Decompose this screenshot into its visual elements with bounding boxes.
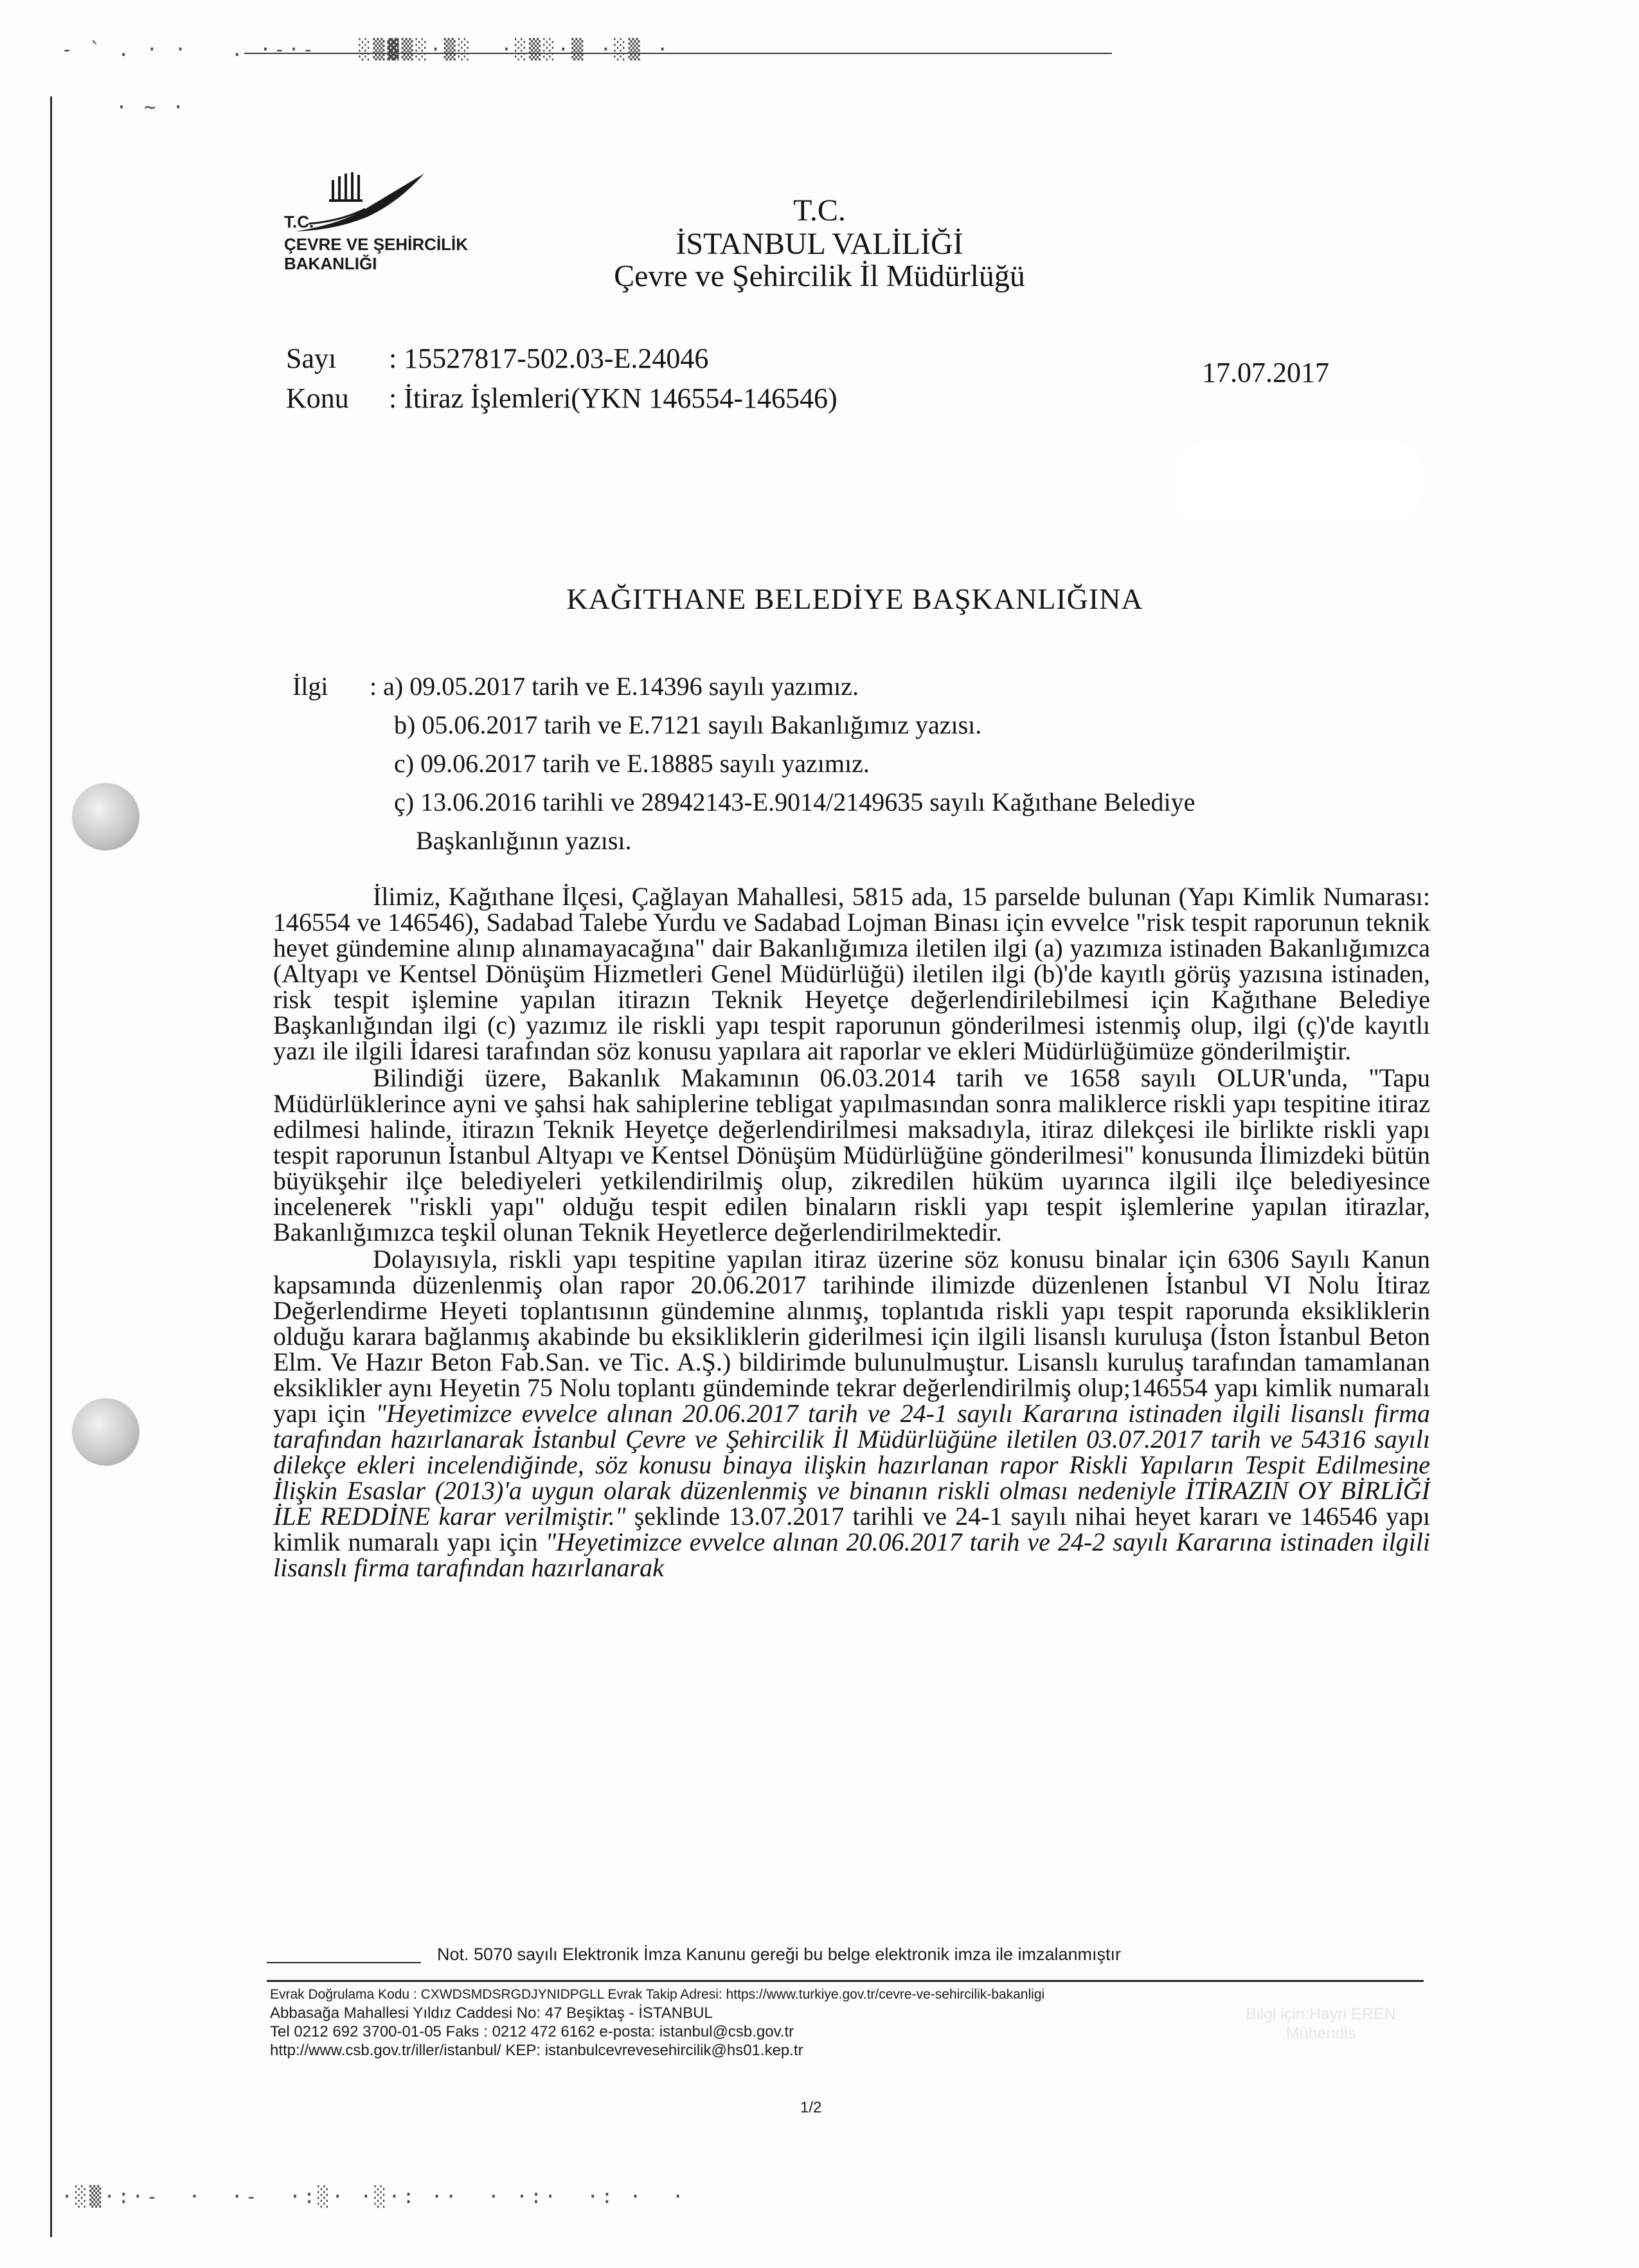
document-date: 17.07.2017 xyxy=(1202,357,1329,388)
ilgi-item: Başkanlığının yazısı. xyxy=(416,826,632,855)
addressee-title: KAĞITHANE BELEDİYE BAŞKANLIĞINA xyxy=(566,582,1143,615)
logo-text: T.C. xyxy=(284,212,314,231)
quoted-decision: "Heyetimizce evvelce alınan 20.06.2017 tarih ve 24-1 sayılı Kararına istinaden ilgili lisanslı firma tarafından hazırlanarak İstanbul Çevre ve Şehircilik İl Müdürlüğüne iletilen 03.07.2017 tarih ve 54316 sayılı dilekçe ekleri incelendiğinde, söz konusu binaya ilişkin hazırlanan rapor Riskli Yapıların Tespit Edilmesine İlişkin Esaslar (2013)'a uygun olarak düzenlenmiş ve binanın riskli olması nedeniyle İTİRAZIN OY BİRLİĞİ İLE REDDİNE karar verilmiştir." xyxy=(273,1399,1430,1531)
redaction-mark xyxy=(1176,444,1420,521)
body-text-span: şeklinde 13.07.2017 tarihli ve 24-1 sayılı nihai heyet kararı ve 146546 yapı kimlik numaralı yapı için xyxy=(273,1502,1430,1556)
contact-info xyxy=(1215,2004,1427,2043)
body-paragraph xyxy=(273,1246,1430,1581)
header-mudurluk: Çevre ve Şehircilik İl Müdürlüğü xyxy=(614,259,1025,293)
ilgi-item: ç) 13.06.2016 tarihli ve 28942143-E.9014/2149635 sayılı Kağıthane Belediye xyxy=(394,788,1196,816)
body-paragraph: Bilindiği üzere, Bakanlık Makamının 06.03.2014 tarih ve 1658 sayılı OLUR'unda, "Tapu Müdürlüklerince ayni ve şahsi hak sahiplerine tebligat yapılmasından sonra maliklerce riskli yapı tespitine itiraz edilmesi halinde, itirazın Teknik Heyetçe değerlendirilmesi maksadıyla, itiraz dilekçesi ile birlikte riskli yapı tespit raporunun İstanbul Altyapı ve Kentsel Dönüşüm Müdürlüğüne gönderilmesi" konusunda İlimizdeki bütün büyükşehir ilçe belediyeleri yetkilendirilmiş olup, zikredilen hüküm uyarınca ilgili ilçe belediyesince incelenerek "riskli yapı" olduğu tespit edilen binaların riskli yapı tespit işlemlerine yapılan itirazlar, Bakanlığımızca teşkil olunan Teknik Heyetlerce değerlendirilmektedir. xyxy=(273,1063,1430,1246)
konu-value: : İtiraz İşlemleri(YKN 146554-146546) xyxy=(389,382,837,414)
scan-noise: ·:░· ·░·: ·· · ·:· ·: · · xyxy=(289,2186,686,2208)
footer-rule xyxy=(267,1980,1424,1982)
contact-title: Mühendis xyxy=(1285,2024,1356,2042)
scan-noise: ·░▒·:·- · ·- xyxy=(61,2186,260,2208)
sayi-label: Sayı xyxy=(286,343,337,374)
logo-text: ÇEVRE VE ŞEHİRCİLİK xyxy=(284,235,469,254)
header-valilik: İSTANBUL VALİLİĞİ xyxy=(676,227,963,261)
header-tc: T.C. xyxy=(793,194,846,228)
ilgi-item: : a) 09.05.2017 tarih ve E.14396 sayılı yazımız. xyxy=(370,672,859,701)
punch-hole xyxy=(72,783,139,851)
logo-text: BAKANLIĞI xyxy=(284,254,377,273)
ilgi-item: b) 05.06.2017 tarih ve E.7121 sayılı Bakanlığımız yazısı. xyxy=(394,710,982,739)
e-signature-note: Not. 5070 sayılı Elektronik İmza Kanunu gereği bu belge elektronik imza ile imzalanmıştır xyxy=(437,1945,1122,1964)
verification-code-line: Evrak Doğrulama Kodu : CXWDSMDSRGDJYNIDPGLL Evrak Takip Adresi: https://www.turkiye.gov.tr/cevre-ve-sehircilik-bakanligi xyxy=(270,1987,1045,2002)
body-paragraph: İlimiz, Kağıthane İlçesi, Çağlayan Mahallesi, 5815 ada, 15 parselde bulunan (Yapı Kimlik Numarası: 146554 ve 146546), Sadabad Talebe Yurdu ve Sadabad Lojman Binası için evvelce "risk tespit raporunun teknik heyet gündemine alınıp alınamayacağına" dair Bakanlığımıza iletilen ilgi (a) yazımıza istinaden Bakanlığımızca (Altyapı ve Kentsel Dönüşüm Hizmetleri Genel Müdürlüğü) iletilen ilgi (b)'de kayıtlı görüş yazısına istinaden, risk tespit işlemine yapılan itirazın Teknik Heyetçe değerlendirilebilmesi için Kağıthane Belediye Başkanlığından ilgi (c) yazımız ile riskli yapı tespit raporunun gönderilmesi istenmiş olup, ilgi (ç)'de kayıtlı yazı ile ilgili İdaresi tarafından söz konusu yapılara ait raporlar ve ekleri Müdürlüğümüze gönderilmiştir. xyxy=(273,882,1430,1065)
konu-label: Konu xyxy=(286,382,349,414)
phone-line: Tel 0212 692 3700-01-05 Faks : 0212 472 6162 e-posta: istanbul@csb.gov.tr xyxy=(270,2023,794,2040)
punch-hole xyxy=(72,1398,139,1466)
footer-contact xyxy=(270,1985,1363,2060)
body-text-span: Dolayısıyla, riskli yapı tespitine yapılan itiraz üzerine söz konusu binalar için 6306 Sayılı Kanun kapsamında düzenlenmiş olan rapor 20.06.2017 tarihinde ilimizde düzenlenen İstanbul VI Nolu İtiraz Değerlendirme Heyeti toplantısının gündemine alınmış, toplantıda riskli yapı tespit raporunda eksikliklerin olduğu karara bağlanmış akabinde bu eksikliklerin giderilmesi için ilgili lisanslı kuruluşa (İston İstanbul Beton Elm. Ve Hazır Beton Fab.San. ve Tic. A.Ş.) bildirimde bulunulmuştur. Lisanslı kuruluş tarafından tamamlanan eksiklikler aynı Heyetin 75 Nolu toplantı gündeminde tekrar değerlendirilmiş olup;146554 yapı kimlik numaralı yapı için xyxy=(273,1245,1430,1428)
page-number: 1/2 xyxy=(800,2099,822,2116)
sayi-value: : 15527817-502.03-E.24046 xyxy=(389,343,709,374)
ilgi-list xyxy=(370,667,1629,860)
contact-person: Bilgi için:Hayri EREN xyxy=(1246,2005,1396,2023)
scan-noise: - ` . · · . ·-·- ░▒▓▒░·▒░ ·░▒░·▒ ·░▒ · xyxy=(61,39,671,61)
footer-rule xyxy=(267,1962,421,1963)
scan-edge xyxy=(50,96,52,2237)
web-line: http://www.csb.gov.tr/iller/istanbul/ KEP: istanbulcevrevesehircilik@hs01.kep.tr xyxy=(270,2042,803,2059)
quoted-decision: "Heyetimizce evvelce alınan 20.06.2017 tarih ve 24-2 sayılı Kararına istinaden ilgili lisanslı firma tarafından hazırlanarak xyxy=(273,1527,1431,1582)
ilgi-item: c) 09.06.2017 tarih ve E.18885 sayılı yazımız. xyxy=(394,749,870,778)
letter-body xyxy=(273,884,1430,1582)
ilgi-label: İlgi xyxy=(292,672,328,701)
scan-noise: · ~ · xyxy=(116,96,187,119)
address-line: Abbasağa Mahallesi Yıldız Caddesi No: 47 Beşiktaş - İSTANBUL xyxy=(270,2004,713,2022)
